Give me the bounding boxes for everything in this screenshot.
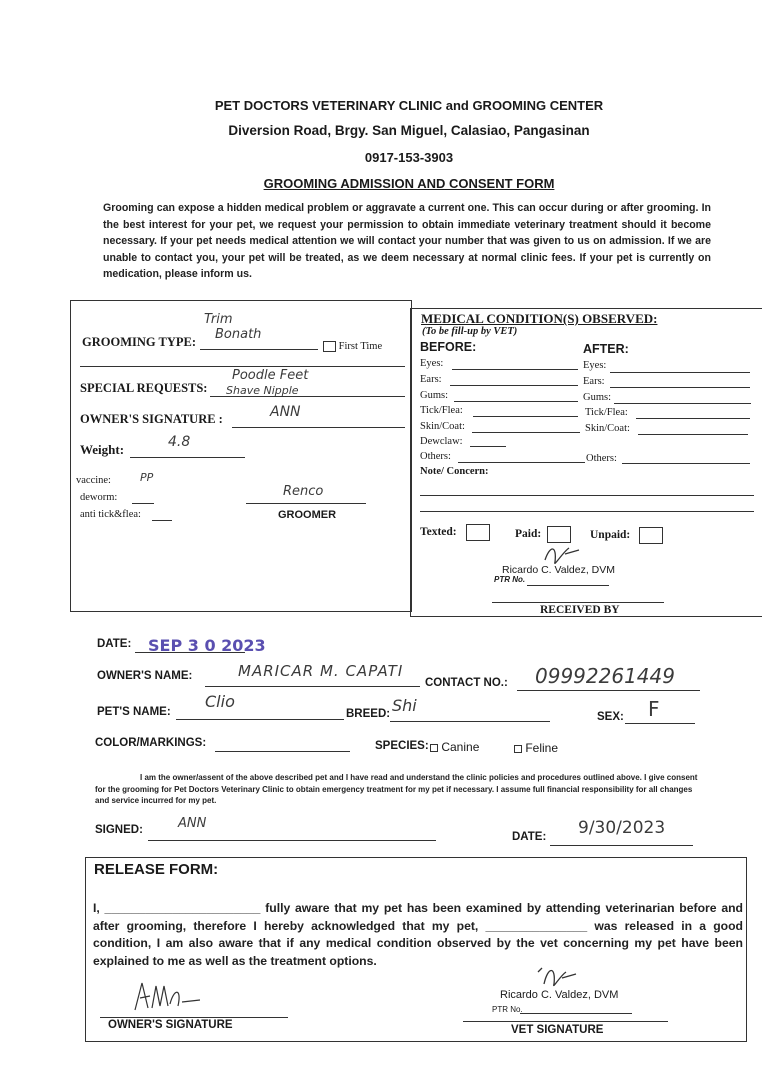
after-others-label: Others: — [586, 453, 617, 464]
special-requests-value-1: Poodle Feet — [232, 368, 309, 383]
after-ears-label: Ears: — [583, 376, 605, 387]
sex-label: SEX: — [597, 711, 624, 723]
before-others-label: Others: — [420, 451, 451, 462]
grooming-type-value-1: Trim — [204, 312, 233, 327]
sex-value: F — [648, 697, 660, 721]
medical-title: MEDICAL CONDITION(S) OBSERVED: — [421, 311, 658, 326]
note-label: Note/ Concern: — [420, 466, 489, 477]
medical-subtitle: (To be fill-up by VET) — [422, 326, 518, 337]
groomer-value: Renco — [283, 484, 324, 499]
feline-checkbox[interactable] — [514, 745, 522, 753]
pet-name-value: Clio — [205, 692, 235, 711]
date-stamp: SEP 3 0 2023 — [148, 636, 266, 655]
date-label: DATE: — [97, 638, 132, 650]
before-eyes-label: Eyes: — [420, 358, 444, 369]
after-eyes-label: Eyes: — [583, 360, 607, 371]
species-label: SPECIES: — [375, 740, 429, 752]
after-gums-label: Gums: — [583, 392, 612, 403]
before-ears-label: Ears: — [420, 374, 442, 385]
release-ptr-label: PTR No. — [492, 1005, 523, 1014]
after-label: AFTER: — [583, 342, 629, 356]
groomer-label: GROOMER — [278, 509, 337, 521]
before-gums-label: Gums: — [420, 390, 449, 401]
vaccine-label: vaccine: — [76, 475, 111, 486]
received-by-label: RECEIVED BY — [540, 604, 620, 616]
owner-name-value: MARICAR M. CAPATI — [238, 662, 404, 680]
contact-value: 09992261449 — [535, 664, 675, 688]
consent-paragraph: I am the owner/assent of the above described pet and I have read and understand the clinic policies and procedures outlined above. I give consent for the grooming for Pet Doctors Veterinary Clinic to obtain emergency treatment for my pet if necessary. I assume full financial responsibility for all changes and service incurred for my pet. — [95, 773, 698, 805]
before-tick-label: Tick/Flea: — [420, 405, 463, 416]
first-time-checkbox[interactable] — [323, 341, 336, 352]
canine-checkbox[interactable] — [430, 744, 438, 752]
after-skin-label: Skin/Coat: — [585, 423, 630, 434]
consent-date-value: 9/30/2023 — [578, 818, 666, 838]
vaccine-value: PP — [140, 471, 154, 484]
clinic-name: PET DOCTORS VETERINARY CLINIC and GROOMING CENTER — [214, 98, 604, 113]
owner-name-label: OWNER'S NAME: — [97, 670, 193, 682]
owner-signature-value: ANN — [270, 404, 301, 420]
special-requests-label: SPECIAL REQUESTS: — [80, 381, 208, 395]
owner-signature-mark — [130, 978, 210, 1018]
form-title: GROOMING ADMISSION AND CONSENT FORM — [263, 176, 555, 191]
unpaid-checkbox[interactable] — [639, 527, 663, 544]
after-tick-label: Tick/Flea: — [585, 407, 628, 418]
canine-option[interactable]: Canine — [430, 740, 479, 754]
unpaid-label: Unpaid: — [590, 529, 631, 541]
before-skin-label: Skin/Coat: — [420, 421, 465, 432]
signed-label: SIGNED: — [95, 824, 143, 836]
release-vet-signature-mark — [530, 962, 580, 992]
contact-label: CONTACT NO.: — [425, 677, 508, 689]
feline-option[interactable]: Feline — [514, 741, 558, 755]
first-time-option[interactable]: First Time — [323, 341, 382, 352]
owner-signature-label: OWNER'S SIGNATURE : — [80, 412, 223, 426]
consent-date-label: DATE: — [512, 831, 547, 843]
weight-label: Weight: — [80, 442, 125, 457]
clinic-address: Diversion Road, Brgy. San Miguel, Calasiao, Pangasinan — [228, 123, 590, 138]
breed-label: BREED: — [346, 708, 391, 720]
vet-name: Ricardo C. Valdez, DVM — [502, 564, 616, 576]
signed-value: ANN — [178, 816, 207, 831]
grooming-type-label: GROOMING TYPE: — [82, 335, 197, 349]
breed-value: Shi — [392, 696, 417, 715]
release-paragraph: I, _______________________ fully aware that my pet has been examined by attending veterinarian before and after grooming, therefore I hereby acknowledged that my pet, _______________ was released in a good condition, I am also aware that if any medical condition observed by the vet concerning my pet have been explained to me as well as the treatment options. — [93, 901, 743, 968]
paid-label: Paid: — [515, 528, 542, 540]
before-dewclaw-label: Dewclaw: — [420, 436, 463, 447]
weight-value: 4.8 — [168, 434, 191, 450]
color-markings-label: COLOR/MARKINGS: — [95, 737, 207, 749]
deworm-label: deworm: — [80, 492, 118, 503]
anti-tick-label: anti tick&flea: — [80, 509, 141, 520]
intro-paragraph: Grooming can expose a hidden medical problem or aggravate a current one. This can occur during or after grooming. In the best interest for your pet, we request your permission to obtain immediate veterinary treatment should it become necessary. If your pet needs medical attention we will contact your number that was given to us on admission. If we are unable to contact you, your pet will be treated, as we deem necessary at normal clinic fees. If your pet is currently on medication, please inform us. — [103, 202, 711, 280]
release-owner-signature-label: OWNER'S SIGNATURE — [108, 1019, 233, 1031]
pet-name-label: PET'S NAME: — [97, 706, 171, 718]
texted-checkbox[interactable] — [466, 524, 490, 541]
texted-label: Texted: — [420, 526, 457, 538]
grooming-type-value-2: Bonath — [215, 327, 262, 342]
release-vet-name: Ricardo C. Valdez, DVM — [500, 989, 619, 1001]
special-requests-value-2: Shave Nipple — [226, 384, 299, 397]
before-label: BEFORE: — [420, 340, 477, 354]
ptr-label: PTR No. — [494, 575, 526, 584]
release-vet-signature-label: VET SIGNATURE — [511, 1024, 604, 1036]
release-title: RELEASE FORM: — [94, 861, 219, 878]
clinic-phone: 0917-153-3903 — [364, 150, 454, 165]
